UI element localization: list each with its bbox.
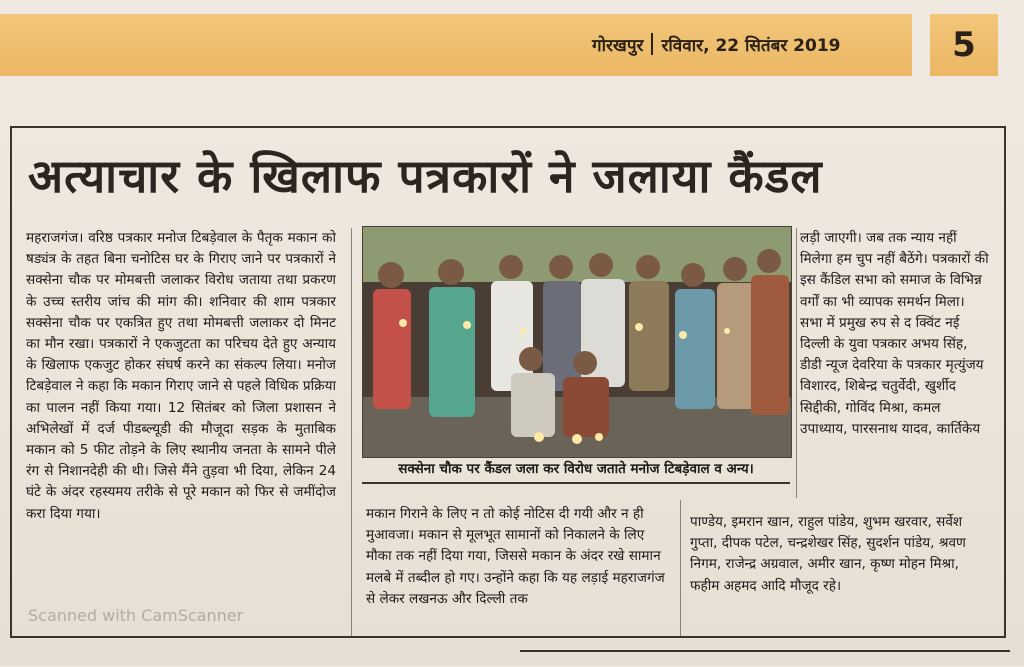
- header-separator: [651, 33, 653, 55]
- column-divider-left: [351, 228, 352, 636]
- scanner-watermark: Scanned with CamScanner: [28, 606, 244, 625]
- photo-illustration: [363, 227, 791, 457]
- next-article-border: [520, 650, 1010, 667]
- header-city: गोरखपुर: [592, 35, 644, 56]
- article-column-right: पाण्डेय, इमरान खान, राहुल पांडेय, शुभम खरवार, सर्वेश गुप्ता, दीपक पटेल, चन्द्रशेखर सिंह, सुदर्शन पांडेय, श्रवण निगम, राजेन्द्र अग्रवाल, अमीर खान, कृष्ण मोहन मिश्रा, फहीम अहमद आदि मौजूद रहे।: [690, 514, 966, 594]
- article-column-3: लड़ी जाएगी। जब तक न्याय नहीं मिलेगा हम चुप नहीं बैठेंगे। पत्रकारों की इस कैंडिल सभा को समाज के विभिन्न वर्गों का भी व्यापक समर्थन मिला। सभा में प्रमुख रुप से द क्विंट नई दिल्ली के युवा पत्रकार अभय सिंह, डीडी न्यूज देवरिया के पत्रकार मृत्युंजय विशारद, शिबेन्द्र चतुर्वेदी, खुर्शीद सिद्दीकी, गोविंद मिश्रा, कमल उपाध्याय, पारसनाथ यादव, कार्तिकेय: [800, 230, 989, 437]
- article-headline: अत्याचार के खिलाफ पत्रकारों ने जलाया कैंडल: [28, 149, 823, 203]
- article-column-middle: मकान गिराने के लिए न तो कोई नोटिस दी गयी और न ही मुआवजा। मकान से मूलभूत सामानों को निकालने के लिए मौका तक नहीं दिया गया, जिससे मकान के अंदर रखे सामान मलबे में तब्दील हो गए। उन्होंने कहा कि यह लड़ाई महराजगंज से लेकर लखनऊ और दिल्ली तक: [366, 506, 665, 607]
- page-number: 5: [952, 25, 976, 65]
- header-date: रविवार, 22 सितंबर 2019: [661, 35, 841, 56]
- column-divider-right: [796, 228, 797, 498]
- article-column-1: महराजगंज। वरिष्ठ पत्रकार मनोज टिबड़ेवाल के पैतृक मकान को षड्यंत्र के तहत बिना चनोटिस घर के गिराए जाने पर पत्रकारों ने सक्सेना चौक पर मोमबत्ती जलाकर विरोध जताया तथा प्रकरण के उच्च स्तरीय जांच की मांग की। शनिवार की शाम पत्रकार सक्सेना चौक पर एकत्रित हुए तथा मोमबत्ती जलाकर दो मिनट का मौन रखा। पत्रकारों ने एकजुटता का परिचय देते हुए अन्याय के खिलाफ एकजुट होकर संघर्ष करने का संकल्प लिया। मनोज टिबड़ेवाल ने कहा कि मकान गिराए जाने से पहले विधिक प्रक्रिया का पालन नहीं किया गया। 12 सितंबर को जिला प्रशासन ने अभिलेखों में दर्ज पीडब्ल्यूडी की मौजूदा सड़क के मुताबिक मकान को 5 फीट तोड़ने के लिए स्थानीय जनता के सामने पीले रंग से निशानदेही की थी। जिसे मैंने तुड़वा भी दिया, लेकिन 24 घंटे के अंदर रहस्यमय तरीके से पूरे मकान को फिर से जमींदोज करा दिया गया।: [26, 230, 336, 522]
- news-photo: [362, 226, 792, 458]
- dateline: [592, 30, 841, 58]
- photo-caption: सक्सेना चौक पर कैंडल जला कर विरोध जताते मनोज टिबड़ेवाल व अन्य।: [362, 456, 790, 484]
- column-divider-bottom: [680, 500, 681, 636]
